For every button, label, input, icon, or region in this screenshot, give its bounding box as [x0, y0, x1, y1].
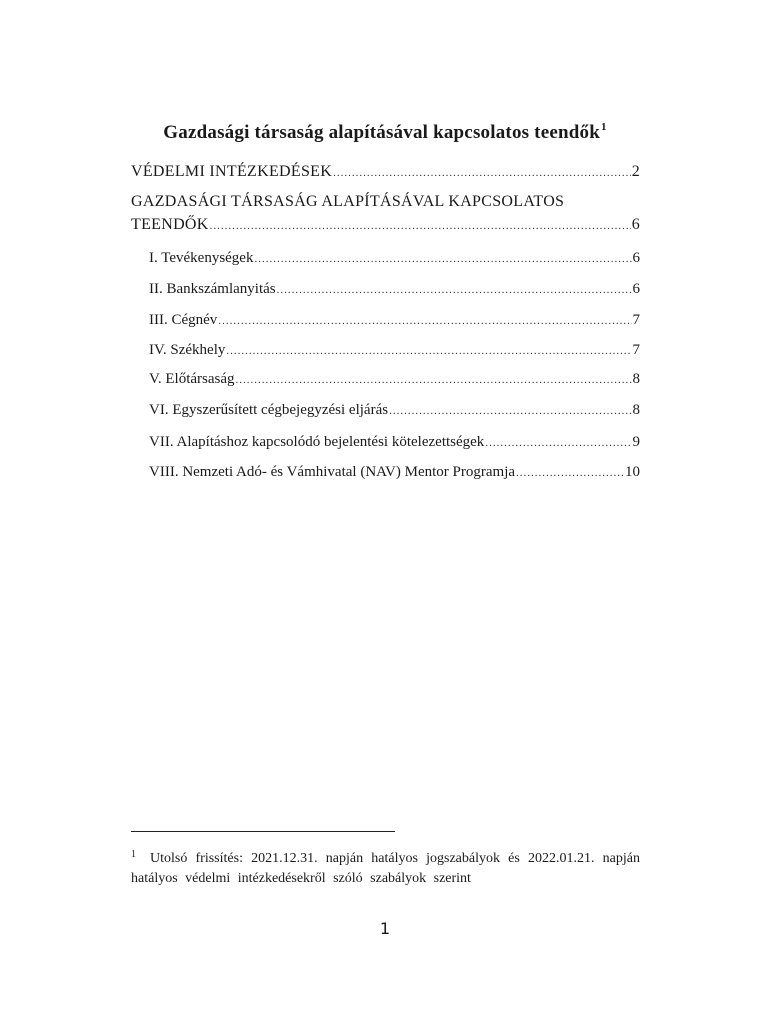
toc-entry-page: 10 — [625, 464, 640, 480]
toc-entry-gazdasagi-tarsasag[interactable] — [131, 216, 640, 235]
title-footnote-mark: 1 — [600, 121, 607, 133]
toc-entry-label: I. Tevékenységek — [149, 250, 254, 266]
footnote — [131, 845, 640, 889]
toc-entry-page: 6 — [632, 281, 640, 297]
toc-entry-label: V. Előtársaság — [149, 371, 235, 387]
toc-entry-page: 8 — [632, 371, 640, 387]
toc-entry-bankszamlanyitas[interactable] — [149, 280, 640, 299]
toc-entry-label: II. Bankszámlanyitás — [149, 281, 276, 297]
toc-entry-page: 9 — [632, 434, 640, 450]
toc-entry-page: 6 — [631, 216, 640, 233]
toc-entry-nav-mentor-program[interactable] — [149, 463, 640, 482]
toc-entry-tevekenysegek[interactable] — [149, 249, 640, 268]
toc-entry-szekhely[interactable] — [149, 341, 640, 360]
toc-entry-gazdasagi-tarsasag-line1[interactable]: GAZDASÁGI TÁRSASÁG ALAPÍTÁSÁVAL KAPCSOLATOS — [131, 193, 565, 210]
document-title-text: Gazdasági társaság alapításával kapcsolatos teendők — [163, 122, 600, 143]
toc-leader-dots — [236, 371, 632, 389]
page-number: 1 — [379, 919, 391, 938]
toc-leader-dots — [277, 281, 632, 299]
toc-entry-page: 6 — [632, 250, 640, 266]
toc-leader-dots — [516, 464, 624, 482]
toc-entry-label: VII. Alapításhoz kapcsolódó bejelentési kötelezettségek — [149, 434, 485, 450]
toc-leader-dots — [333, 164, 631, 182]
toc-entry-egyszerusitett-cegbejegyzes[interactable] — [149, 401, 640, 420]
toc-entry-cegnev[interactable] — [149, 311, 640, 330]
footnote-mark: 1 — [131, 849, 136, 860]
toc-entry-label: TEENDŐK — [131, 216, 209, 233]
toc-entry-vedelmi-intezkedesek[interactable] — [131, 163, 640, 182]
toc-entry-label: III. Cégnév — [149, 312, 218, 328]
toc-leader-dots — [210, 217, 631, 235]
toc-leader-dots — [218, 312, 631, 330]
toc-entry-page: 8 — [632, 402, 640, 418]
toc-leader-dots — [389, 402, 631, 420]
footnote-text: Utolsó frissítés: 2021.12.31. napján hatályos jogszabályok és 2022.01.21. napján hatályos védelmi intézkedésekről szóló szabályok szerint — [131, 851, 640, 886]
toc-leader-dots — [254, 250, 631, 268]
toc-entry-page: 7 — [632, 342, 640, 358]
footnote-separator — [131, 831, 395, 832]
toc-entry-page: 7 — [632, 312, 640, 328]
toc-entry-page: 2 — [631, 163, 640, 180]
toc-leader-dots — [226, 342, 631, 360]
toc-entry-elotarsasag[interactable] — [149, 370, 640, 389]
toc-entry-label: VI. Egyszerűsített cégbejegyzési eljárás — [149, 402, 389, 418]
toc-entry-label: VÉDELMI INTÉZKEDÉSEK — [131, 163, 333, 180]
toc-entry-bejelentesi-kotelezettsegek[interactable] — [149, 433, 640, 452]
document-title — [130, 121, 640, 144]
toc-entry-label: VIII. Nemzeti Adó- és Vámhivatal (NAV) Mentor Programja — [149, 464, 516, 480]
toc-leader-dots — [485, 434, 631, 452]
toc-entry-label: IV. Székhely — [149, 342, 226, 358]
